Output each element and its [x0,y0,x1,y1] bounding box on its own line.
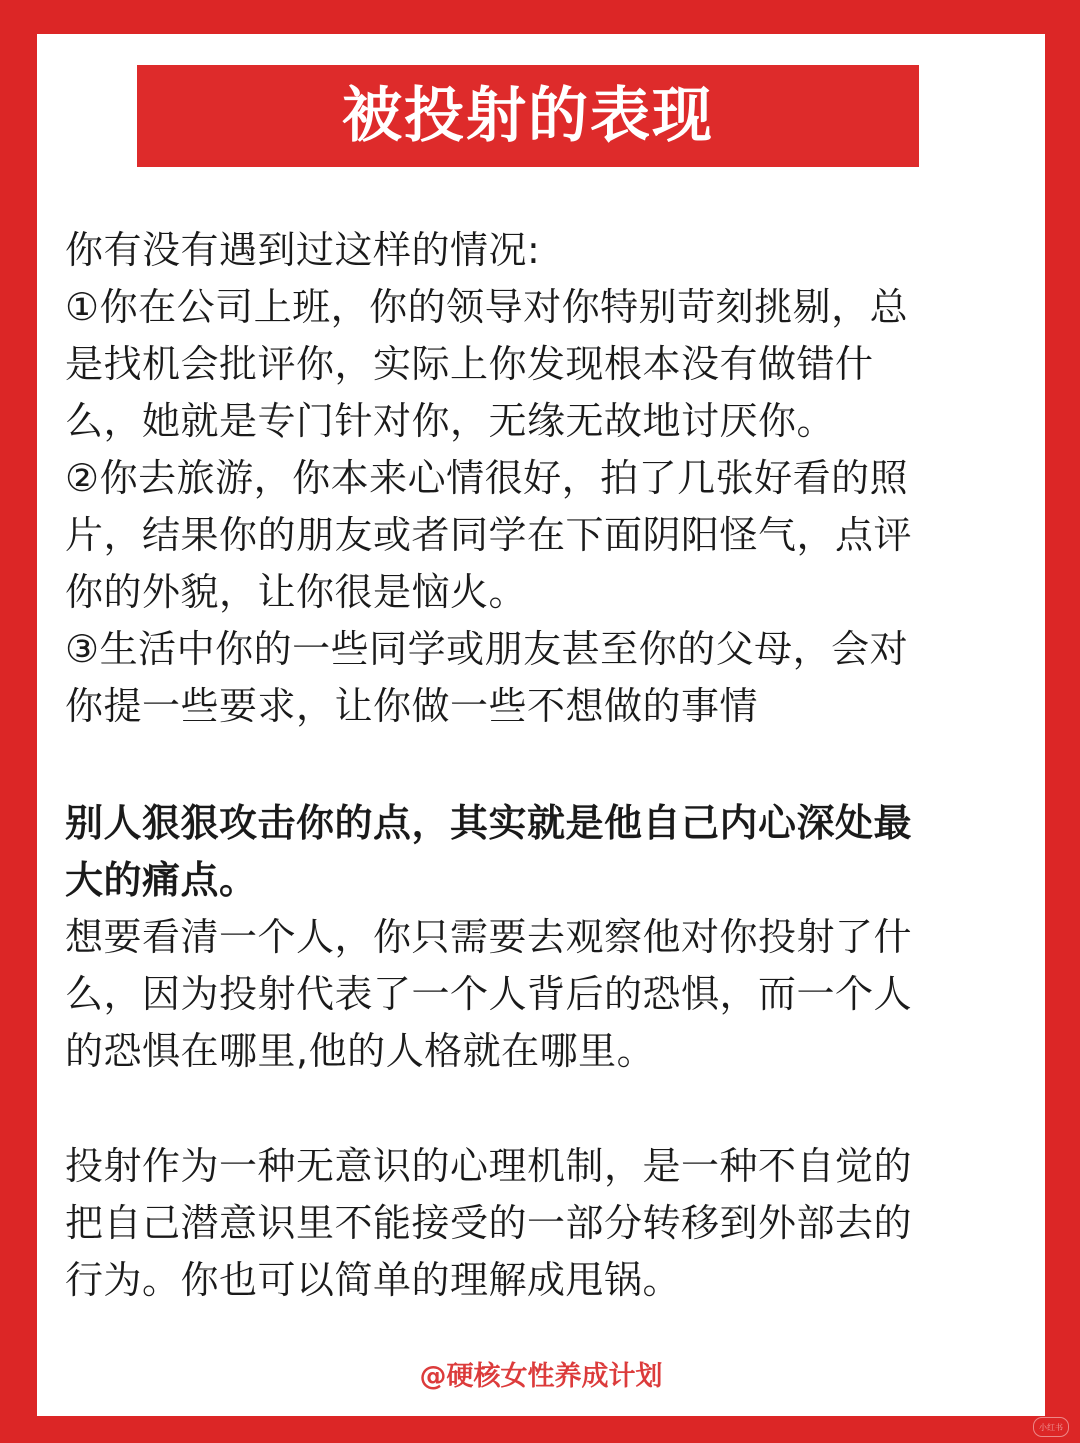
intro-line: ③生活中你的一些同学或朋友甚至你的父母，会对 [65,627,909,671]
intro-line: 你有没有遇到过这样的情况: [65,228,541,272]
intro-line: ①你在公司上班，你的领导对你特别苛刻挑剔，总 [65,285,909,329]
content-card [37,34,1045,1416]
definition-line: 把自己潜意识里不能接受的一部分转移到外部去的 [65,1201,913,1245]
insight-paragraph [65,795,1017,1080]
intro-line: 么，她就是专门针对你，无缘无故地讨厌你。 [65,399,836,443]
insight-line: 么，因为投射代表了一个人背后的恐惧，而一个人 [65,972,913,1016]
title-banner [137,65,919,167]
insight-line: 想要看清一个人，你只需要去观察他对你投射了什 [65,915,913,959]
intro-line: 片，结果你的朋友或者同学在下面阴阳怪气，点评 [65,513,913,557]
key-insight-line: 大的痛点。 [65,858,258,902]
key-insight-line: 别人狠狠攻击你的点，其实就是他自己内心深处最 [65,801,913,845]
intro-line: 是找机会批评你，实际上你发现根本没有做错什 [65,342,874,386]
platform-watermark: 小红书 [1033,1417,1069,1437]
definition-paragraph [65,1138,1017,1309]
definition-line: 投射作为一种无意识的心理机制，是一种不自觉的 [65,1144,913,1188]
intro-line: ②你去旅游，你本来心情很好，拍了几张好看的照 [65,456,909,500]
intro-paragraph [65,222,1017,735]
author-handle: @硬核女性养成计划 [419,1361,663,1392]
insight-line: 的恐惧在哪里,他的人格就在哪里。 [65,1029,656,1073]
intro-line: 你的外貌，让你很是恼火。 [65,570,528,614]
definition-line: 行为。你也可以简单的理解成甩锅。 [65,1258,682,1302]
page-title: 被投射的表现 [342,81,714,151]
intro-line: 你提一些要求，让你做一些不想做的事情 [65,684,759,728]
